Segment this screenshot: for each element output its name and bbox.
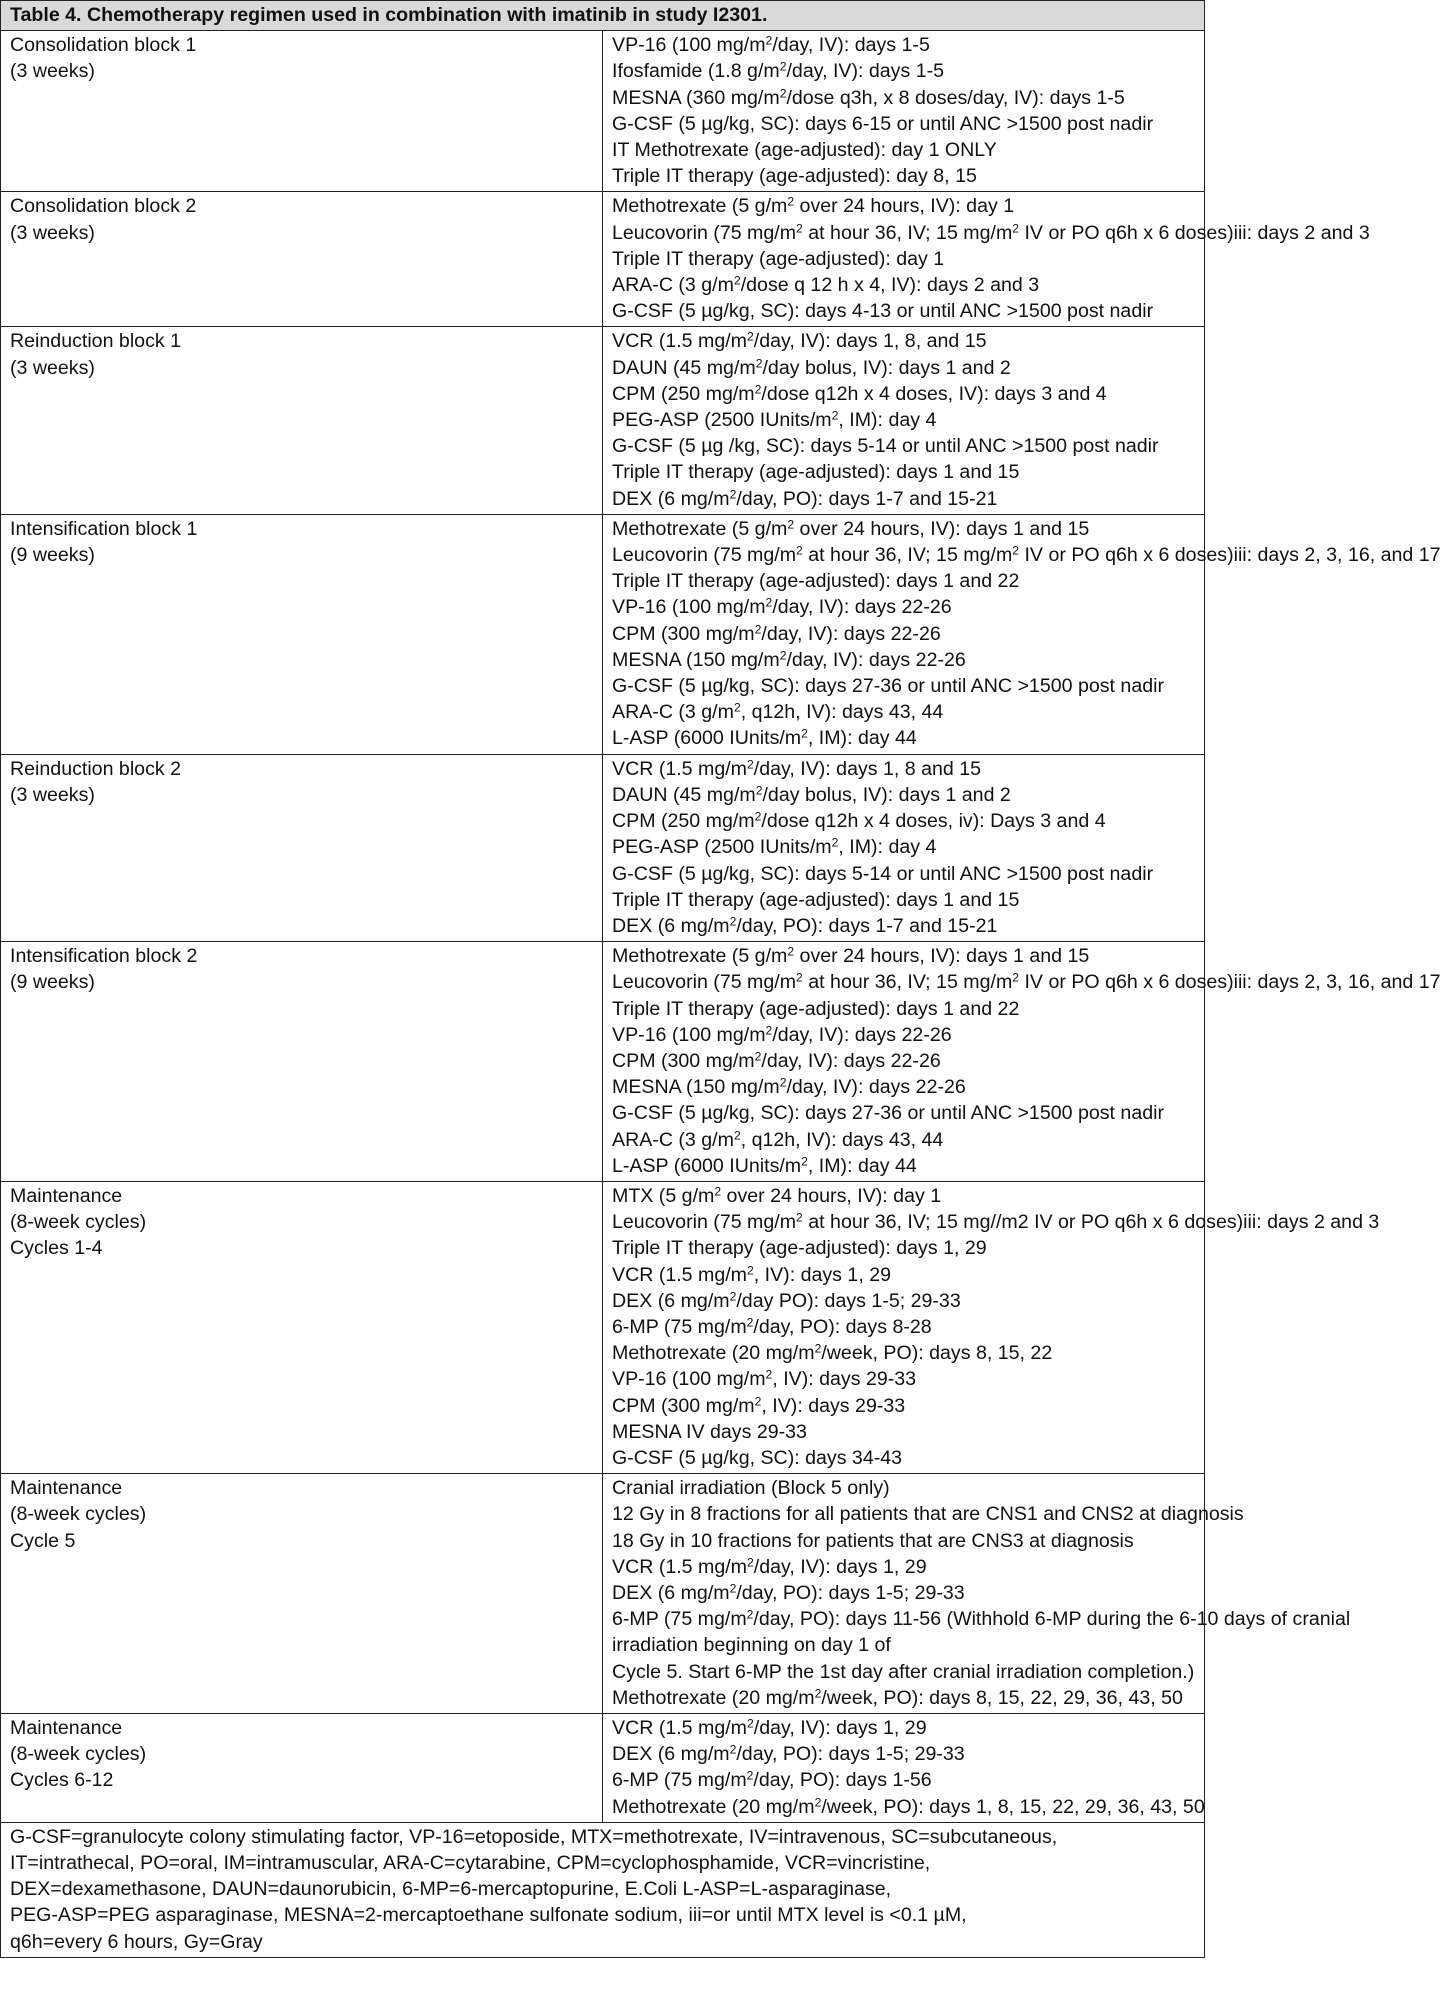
regimen-item: 6-MP (75 $mg/m^2$/day, PO): days 11-56 (Withhold 6-MP during the 6-10 days of cranial: [612, 1607, 1351, 1631]
block-name-cell: [1, 1181, 603, 1473]
regimen-item: DAUN (45 $mg/m^2$/day bolus, IV): days 1 and 2: [612, 783, 1011, 806]
block-name-cell: [1, 754, 603, 941]
regimen-item: Triple IT therapy (age-adjusted): days 1 and 15: [612, 888, 1020, 911]
footnote-row: [1, 1822, 1205, 1957]
regimen-item: VP-16 (100 $mg/m^2$, IV): days 29-33: [612, 1367, 917, 1391]
regimen-item: 18 Gy in 10 fractions for patients that are CNS3 at diagnosis: [612, 1529, 1134, 1552]
regimen-item: ARA-C (3 $g/m^2$, q12h, IV): days 43, 44: [612, 700, 944, 724]
block-name-line: (8-week cycles): [10, 1211, 147, 1234]
regimen-item: Ifosfamide (1.8 $g/m^2$/day, IV): days 1-5: [612, 59, 945, 83]
regimen-item: VCR (1.5 $mg/m^2$, IV): days 1, 29: [612, 1262, 892, 1286]
regimen-item: Triple IT therapy (age-adjusted): days 1 and 22: [612, 570, 1020, 593]
regimen-item: ARA-C (3 $g/m^2$/dose q 12 h x 4, IV): days 2 and 3: [612, 273, 1040, 297]
block-name-line: Maintenance: [10, 1184, 123, 1207]
block-name-cell: [1, 514, 603, 754]
block-name-line: Maintenance: [10, 1477, 123, 1500]
table-row: [1, 1181, 1205, 1473]
block-name-line: Maintenance: [10, 1717, 123, 1739]
regimen-item: MESNA (360 $mg/m^2$/dose q3h, x 8 doses/day, IV): days 1-5: [612, 85, 1125, 109]
block-name-line: Cycle 5: [10, 1529, 76, 1552]
regimen-items-cell: [603, 31, 1205, 192]
regimen-item: VCR (1.5 $mg/m^2$/day, IV): days 1, 8, and 15: [612, 329, 987, 353]
regimen-item: CPM (300 $mg/m^2$/day, IV): days 22-26: [612, 622, 941, 645]
regimen-item: CPM (300 $mg/m^2$, IV): days 29-33: [612, 1393, 906, 1417]
regimen-items-cell: [603, 1474, 1351, 1714]
block-name-line: Reinduction block 1: [10, 330, 182, 353]
table-row: [1, 1714, 1205, 1823]
regimen-item: L-ASP (6000 IUnits/$m^2$, IM): day 44: [612, 726, 917, 750]
regimen-item: IT Methotrexate (age-adjusted): day 1 ONLY: [612, 139, 997, 162]
regimen-item: irradiation beginning on day 1 of: [612, 1634, 891, 1657]
regimen-item: PEG-ASP (2500 IUnits/$m^2$, IM): day 4: [612, 408, 937, 432]
regimen-item: VP-16 (100 $mg/m^2$/day, IV): days 1-5: [612, 33, 930, 57]
regimen-item: CPM (300 $mg/m^2$/day, IV): days 22-26: [612, 1049, 941, 1072]
block-name-cell: [1, 942, 603, 1182]
regimen-item: CPM (250 $mg/m^2$/dose q12h x 4 doses, iv): Days 3 and 4: [612, 809, 1106, 833]
footnote-line: PEG-ASP=PEG asparaginase, MESNA=2-mercaptoethane sulfonate sodium, iii=or until MTX level is <0.1 µM,: [10, 1904, 967, 1927]
regimen-item: Leucovorin (75 $mg/m^2$ at hour 36, IV; 15 $mg/m^2$ IV or PO q6h x 6 doses)iii: days 2, 3, 16, and 17: [612, 543, 1441, 567]
block-name-line: (8-week cycles): [10, 1503, 147, 1526]
table-row: [1, 192, 1205, 327]
regimen-item: G-CSF (5 µg/kg, SC): days 34-43: [612, 1446, 903, 1469]
regimen-item: G-CSF (5 µg/kg, SC): days 4-13 or until ANC >1500 post nadir: [612, 300, 1154, 323]
regimen-item: MESNA IV days 29-33: [612, 1420, 807, 1443]
table-body: [1, 31, 1441, 1823]
regimen-item: Cycle 5. Start 6-MP the 1st day after cranial irradiation completion.): [612, 1660, 1195, 1683]
regimen-item: Cranial irradiation (Block 5 only): [612, 1477, 890, 1500]
block-name-line: (3 weeks): [10, 60, 95, 83]
regimen-item: Triple IT therapy (age-adjusted): days 1, 29: [612, 1237, 987, 1260]
regimen-item: Methotrexate (20 $mg/m^2$/week, PO): days 8, 15, 22: [612, 1341, 1053, 1365]
regimen-item: Leucovorin (75 $mg/m^2$ at hour 36, IV; 15 $mg/m^2$ IV or PO q6h x 6 doses)iii: days 2, 3, 16, and 17: [612, 970, 1441, 994]
block-name-cell: [1, 192, 603, 327]
regimen-item: MESNA (150 $mg/m^2$/day, IV): days 22-26: [612, 1075, 966, 1099]
block-name-line: (8-week cycles): [10, 1743, 147, 1766]
regimen-item: G-CSF (5 µg/kg, SC): days 27-36 or until ANC >1500 post nadir: [612, 1102, 1165, 1125]
regimen-item: DEX (6 $mg/m^2$/day, PO): days 1-7 and 15-21: [612, 486, 998, 510]
block-name-line: (3 weeks): [10, 221, 95, 244]
regimen-item: VCR (1.5 $mg/m^2$/day, IV): days 1, 29: [612, 1716, 927, 1739]
block-name-line: Cycles 6-12: [10, 1769, 114, 1792]
regimen-item: L-ASP (6000 IUnits/$m^2$, IM): day 44: [612, 1154, 917, 1177]
regimen-items-cell: [603, 192, 1370, 327]
regimen-item: G-CSF (5 µg /kg, SC): days 5-14 or until ANC >1500 post nadir: [612, 435, 1159, 458]
regimen-item: Leucovorin (75 $mg/m^2$ at hour 36, IV; 15 $mg/m^2$ IV or PO q6h x 6 doses)iii: days 2 and 3: [612, 220, 1370, 244]
regimen-item: G-CSF (5 µg/kg, SC): days 6-15 or until ANC >1500 post nadir: [612, 112, 1154, 135]
block-name-line: Intensification block 2: [10, 945, 198, 968]
regimen-item: Leucovorin (75 $mg/m^2$ at hour 36, IV; 15 mg//m2 IV or PO q6h x 6 doses)iii: days 2 and 3: [612, 1210, 1380, 1234]
regimen-item: DEX (6 $mg/m^2$/day, PO): days 1-7 and 15-21: [612, 914, 998, 937]
regimen-item: DEX (6 $mg/m^2$/day, PO): days 1-5; 29-33: [612, 1581, 965, 1604]
regimen-item: Triple IT therapy (age-adjusted): day 1: [612, 247, 945, 270]
regimen-item: Methotrexate (5 $g/m^2$ over 24 hours, IV): days 1 and 15: [612, 944, 1090, 968]
regimen-item: MTX (5 $g/m^2$ over 24 hours, IV): day 1: [612, 1184, 942, 1207]
table-caption: Table 4. Chemotherapy regimen used in combination with imatinib in study I2301.: [1, 1, 1205, 31]
footnote-line: DEX=dexamethasone, DAUN=daunorubicin, 6-MP=6-mercaptopurine, E.Coli L-ASP=L-asparaginase,: [10, 1878, 892, 1901]
block-name-line: Consolidation block 1: [10, 34, 197, 57]
regimen-item: CPM (250 $mg/m^2$/dose q12h x 4 doses, IV): days 3 and 4: [612, 382, 1107, 405]
regimen-item: G-CSF (5 µg/kg, SC): days 5-14 or until ANC >1500 post nadir: [612, 862, 1154, 885]
regimen-item: Methotrexate (5 $g/m^2$ over 24 hours, IV): days 1 and 15: [612, 517, 1090, 540]
regimen-item: Triple IT therapy (age-adjusted): days 1 and 22: [612, 997, 1020, 1020]
block-name-line: Consolidation block 2: [10, 195, 197, 218]
regimen-items-cell: [603, 327, 1205, 514]
regimen-item: PEG-ASP (2500 IUnits/$m^2$, IM): day 4: [612, 835, 937, 859]
block-name-cell: [1, 1714, 603, 1823]
block-name-line: Cycles 1-4: [10, 1237, 103, 1260]
regimen-items-cell: [603, 514, 1441, 754]
regimen-item: Methotrexate (20 $mg/m^2$/week, PO): days 1, 8, 15, 22, 29, 36, 43, 50: [612, 1794, 1205, 1818]
block-name-cell: [1, 327, 603, 514]
block-name-line: (3 weeks): [10, 356, 95, 379]
table-row: [1, 327, 1205, 514]
regimen-items-cell: [603, 1714, 1205, 1823]
regimen-item: Methotrexate (20 $mg/m^2$/week, PO): days 8, 15, 22, 29, 36, 43, 50: [612, 1686, 1183, 1709]
regimen-item: 6-MP (75 $mg/m^2$/day, PO): days 8-28: [612, 1315, 932, 1338]
regimen-item: VP-16 (100 $mg/m^2$/day, IV): days 22-26: [612, 595, 952, 619]
regimen-item: ARA-C (3 $g/m^2$, q12h, IV): days 43, 44: [612, 1127, 944, 1151]
regimen-item: MESNA (150 $mg/m^2$/day, IV): days 22-26: [612, 648, 966, 671]
regimen-item: DEX (6 $mg/m^2$/day, PO): days 1-5; 29-33: [612, 1742, 965, 1766]
regimen-item: G-CSF (5 µg/kg, SC): days 27-36 or until ANC >1500 post nadir: [612, 675, 1165, 698]
regimen-item: 12 Gy in 8 fractions for all patients that are CNS1 and CNS2 at diagnosis: [612, 1503, 1244, 1526]
table-row: [1, 754, 1205, 941]
regimen-item: VP-16 (100 $mg/m^2$/day, IV): days 22-26: [612, 1023, 952, 1046]
block-name-cell: [1, 1474, 603, 1714]
regimen-item: Triple IT therapy (age-adjusted): days 1 and 15: [612, 461, 1020, 484]
regimen-items-cell: [603, 1181, 1380, 1473]
table-row: [1, 942, 1205, 1182]
regimen-item: 6-MP (75 $mg/m^2$/day, PO): days 1-56: [612, 1768, 932, 1792]
regimen-item: Methotrexate (5 $g/m^2$ over 24 hours, IV): day 1: [612, 194, 1015, 218]
table-footnote: [1, 1822, 1205, 1957]
block-name-line: (9 weeks): [10, 971, 95, 994]
regimen-item: VCR (1.5 $mg/m^2$/day, IV): days 1, 29: [612, 1555, 927, 1578]
footnote-line: G-CSF=granulocyte colony stimulating factor, VP-16=etoposide, MTX=methotrexate, IV=intravenous, SC=subcutaneous,: [10, 1825, 1058, 1848]
block-name-line: Intensification block 1: [10, 517, 198, 540]
footnote-line: IT=intrathecal, PO=oral, IM=intramuscular, ARA-C=cytarabine, CPM=cyclophosphamide, VCR=vincristine,: [10, 1852, 931, 1875]
block-name-line: (9 weeks): [10, 544, 95, 567]
caption-row: [1, 1, 1205, 31]
footnote-line: q6h=every 6 hours, Gy=Gray: [10, 1930, 263, 1953]
regimen-item: VCR (1.5 $mg/m^2$/day, IV): days 1, 8 and 15: [612, 757, 982, 780]
regimen-items-cell: [603, 942, 1441, 1182]
table-row: [1, 1474, 1205, 1714]
regimen-item: DAUN (45 $mg/m^2$/day bolus, IV): days 1 and 2: [612, 355, 1011, 379]
regimen-items-cell: [603, 754, 1205, 941]
table-row: [1, 31, 1205, 192]
block-name-line: Reinduction block 2: [10, 757, 182, 780]
block-name-cell: [1, 31, 603, 192]
regimen-item: Triple IT therapy (age-adjusted): day 8, 15: [612, 165, 977, 188]
table-row: [1, 514, 1205, 754]
regimen-item: DEX (6 $mg/m^2$/day PO): days 1-5; 29-33: [612, 1289, 961, 1312]
block-name-line: (3 weeks): [10, 783, 95, 806]
